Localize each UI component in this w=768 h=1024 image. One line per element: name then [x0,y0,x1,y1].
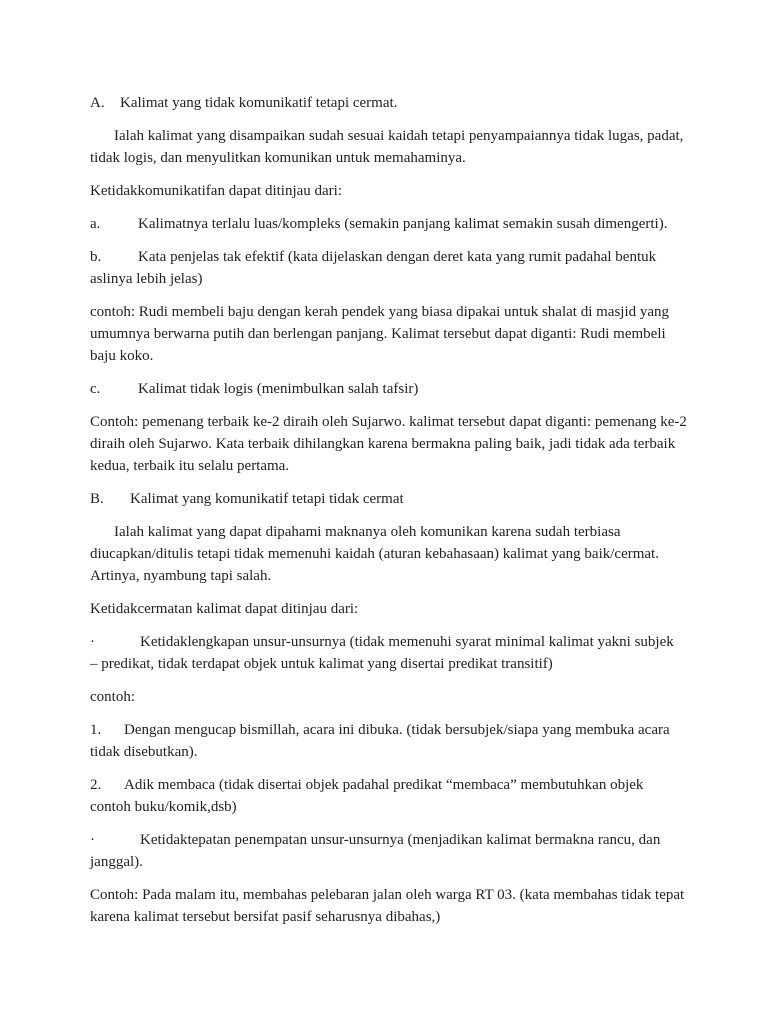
section-b-title: Kalimat yang komunikatif tetapi tidak cermat [130,491,404,507]
bullet-2-continuation: janggal). [90,854,143,870]
list-item-c-text: Kalimat tidak logis (menimbulkan salah tafsir) [138,381,419,397]
section-b-intro: Ketidakcermatan kalimat dapat ditinjau dari: [90,601,359,617]
list-item-a-text: Kalimatnya terlalu luas/kompleks (semakin panjang kalimat semakin susah dimengerti). [138,216,668,232]
bullet-1-text: Ketidaklengkapan unsur-unsurnya (tidak memenuhi syarat minimal kalimat yakni subjek [140,634,674,650]
example-b-paragraph: contoh: Rudi membeli baju dengan kerah pendek yang biasa dipakai untuk shalat di masjid yang umumnya berwarna putih dan berlengan panjang. Kalimat tersebut dapat diganti: Rudi membeli baju koko. [90,304,670,364]
section-a-heading [90,92,690,114]
section-a-marker: A. [90,95,105,111]
numbered-item-1-text: Dengan mengucap bismillah, acara ini dibuka. (tidak bersubjek/siapa yang membuka acara [124,722,670,738]
numbered-item-2 [90,774,690,818]
contoh-label: contoh: [90,689,135,705]
list-item-a [90,213,690,235]
example-final-paragraph: Contoh: Pada malam itu, membahas pelebaran jalan oleh warga RT 03. (kata membahas tidak tepat karena kalimat tersebut bersifat pasif seharusnya dibahas,) [90,887,685,925]
bullet-item-1 [90,631,690,675]
section-a-intro: Ketidakkomunikatifan dapat ditinjau dari: [90,183,343,199]
example-c-paragraph: Contoh: pemenang terbaik ke-2 diraih oleh Sujarwo. kalimat tersebut dapat diganti: pemenang ke-2 diraih oleh Sujarwo. Kata terbaik dihilangkan karena bermakna paling baik, jadi tidak ada terbaik kedua, terbaik itu selalu pertama. [90,414,687,474]
list-item-b-marker: b. [90,249,102,265]
bullet-1-continuation: – predikat, tidak terdapat objek untuk kalimat yang disertai predikat transitif) [90,656,553,672]
list-item-a-marker: a. [90,216,101,232]
section-b-definition: Ialah kalimat yang dapat dipahami maknanya oleh komunikan karena sudah terbiasa diucapkan/ditulis tetapi tidak memenuhi kaidah (aturan kebahasaan) kalimat yang baik/cermat. Artinya, nyambung tapi salah. [90,524,659,584]
list-item-c-marker: c. [90,381,101,397]
document-body [90,92,690,928]
numbered-item-1-continuation: tidak disebutkan). [90,744,198,760]
numbered-item-2-continuation: contoh buku/komik,dsb) [90,799,237,815]
section-b-heading [90,488,690,510]
section-b-marker: B. [90,491,104,507]
bullet-item-2 [90,829,690,873]
list-item-b [90,246,690,290]
numbered-item-1 [90,719,690,763]
bullet-2-marker: · [90,832,95,848]
bullet-1-marker: · [90,634,95,650]
section-a-title: Kalimat yang tidak komunikatif tetapi cermat. [120,95,398,111]
bullet-2-text: Ketidaktepatan penempatan unsur-unsurnya (menjadikan kalimat bermakna rancu, dan [140,832,661,848]
list-item-b-text: Kata penjelas tak efektif (kata dijelaskan dengan deret kata yang rumit padahal bentuk [138,249,657,265]
numbered-item-2-marker: 2. [90,777,102,793]
numbered-item-2-text: Adik membaca (tidak disertai objek padahal predikat “membaca” membutuhkan objek [124,777,644,793]
list-item-c [90,378,690,400]
numbered-item-1-marker: 1. [90,722,102,738]
section-a-definition: Ialah kalimat yang disampaikan sudah sesuai kaidah tetapi penyampaiannya tidak lugas, padat, tidak logis, dan menyulitkan komunikan untuk memahaminya. [90,128,684,166]
list-item-b-continuation: aslinya lebih jelas) [90,271,203,287]
